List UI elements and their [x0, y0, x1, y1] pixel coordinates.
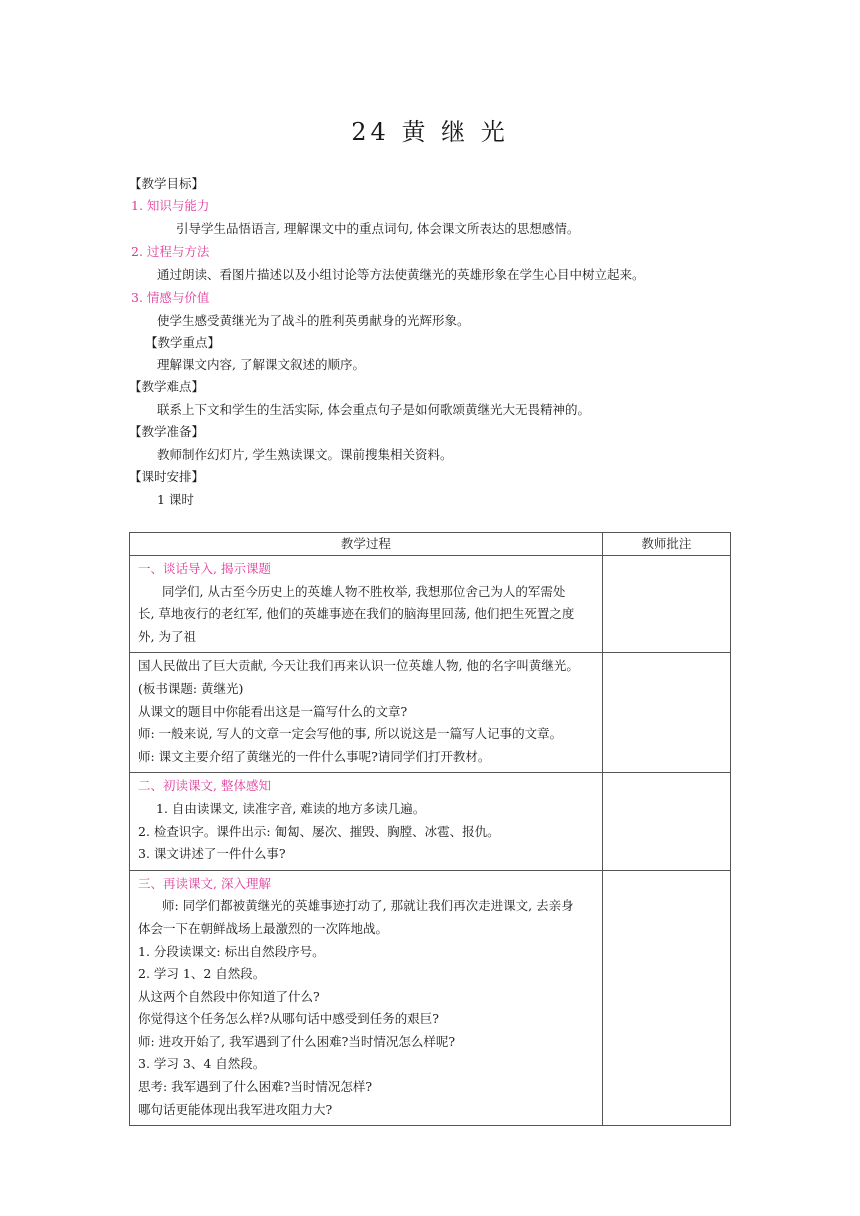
text-line: 长, 草地夜行的老红军, 他们的英雄事迹在我们的脑海里回荡, 他们把生死置之度 [138, 606, 575, 622]
text-line: 师: 一般来说, 写人的文章一定会写他的事, 所以说这是一篇写人记事的文章。 [138, 726, 563, 742]
text-line: 2. 检查识字。课件出示: 匍匐、屡次、摧毁、胸膛、冰雹、报仇。 [138, 823, 500, 839]
table-header-row [130, 533, 731, 556]
text-line: 2. 学习 1、2 自然段。 [138, 966, 266, 982]
text-line: 1. 自由读课文, 读准字音, 难读的地方多读几遍。 [156, 800, 426, 816]
difficulty-header: 【教学难点】 [129, 379, 205, 394]
prep-text: 教师制作幻灯片, 学生熟读课文。课前搜集相关资料。 [157, 447, 453, 462]
text-line: 3. 学习 3、4 自然段。 [138, 1056, 266, 1072]
goal1-title: 1. 知识与能力 [131, 198, 210, 213]
goal-header: 【教学目标】 [129, 176, 205, 191]
text-line: 同学们, 从古至今历史上的英雄人物不胜枚举, 我想那位舍己为人的军需处 [162, 583, 566, 599]
notes-cell [602, 773, 730, 870]
table-row [130, 653, 731, 773]
section-heading: 三、再读课文, 深入理解 [138, 875, 271, 891]
notes-cell [602, 870, 730, 1126]
schedule-text: 1 课时 [157, 492, 194, 507]
notes-cell [602, 653, 730, 773]
process-cell [130, 556, 603, 653]
text-line: 1. 分段读课文: 标出自然段序号。 [138, 943, 325, 959]
text-line: 外, 为了祖 [138, 628, 196, 644]
notes-cell [602, 556, 730, 653]
table-row [130, 870, 731, 1126]
text-line: 3. 课文讲述了一件什么事? [138, 846, 286, 862]
key-text: 理解课文内容, 了解课文叙述的顺序。 [157, 357, 365, 372]
goal1-text: 引导学生品悟语言, 理解课文中的重点词句, 体会课文所表达的思想感情。 [176, 221, 580, 236]
header-teaching-process: 教学过程 [130, 533, 603, 556]
text-line: 师: 课文主要介绍了黄继光的一件什么事呢?请同学们打开教材。 [138, 748, 491, 764]
teaching-process-table [129, 532, 731, 1126]
section-heading: 一、谈话导入, 揭示课题 [138, 561, 271, 576]
text-line: 你觉得这个任务怎么样?从哪句话中感受到任务的艰巨? [138, 1011, 439, 1027]
table-row [130, 773, 731, 870]
goal3-text: 使学生感受黄继光为了战斗的胜利英勇献身的光辉形象。 [157, 313, 470, 328]
goal2-text: 通过朗读、看图片描述以及小组讨论等方法使黄继光的英雄形象在学生心目中树立起来。 [157, 267, 645, 282]
text-line: 体会一下在朝鲜战场上最激烈的一次阵地战。 [138, 920, 389, 936]
process-cell [130, 773, 603, 870]
process-cell [130, 870, 603, 1126]
header-teacher-notes: 教师批注 [602, 533, 730, 556]
text-line: (板书课题: 黄继光) [138, 680, 244, 696]
text-line: 师: 同学们都被黄继光的英雄事迹打动了, 那就让我们再次走进课文, 去亲身 [162, 898, 574, 914]
text-line: 国人民做出了巨大贡献, 今天让我们再来认识一位英雄人物, 他的名字叫黄继光。 [138, 658, 579, 674]
table-row [130, 556, 731, 653]
text-line: 思考: 我军遇到了什么困难?当时情况怎样? [138, 1079, 373, 1095]
prep-header: 【教学准备】 [129, 424, 205, 439]
text-line: 哪句话更能体现出我军进攻阻力大? [138, 1101, 333, 1117]
goal3-title: 3. 情感与价值 [131, 290, 210, 305]
schedule-header: 【课时安排】 [129, 469, 205, 484]
text-line: 从课文的题目中你能看出这是一篇写什么的文章? [138, 703, 408, 719]
text-line: 从这两个自然段中你知道了什么? [138, 988, 320, 1004]
key-header: 【教学重点】 [145, 335, 221, 350]
process-cell [130, 653, 603, 773]
lesson-title: 24 黄 继 光 [351, 118, 509, 146]
section-heading: 二、初读课文, 整体感知 [138, 778, 271, 794]
text-line: 师: 进攻开始了, 我军遇到了什么困难?当时情况怎么样呢? [138, 1033, 456, 1049]
goal2-title: 2. 过程与方法 [131, 244, 210, 259]
difficulty-text: 联系上下文和学生的生活实际, 体会重点句子是如何歌颂黄继光大无畏精神的。 [157, 402, 590, 417]
